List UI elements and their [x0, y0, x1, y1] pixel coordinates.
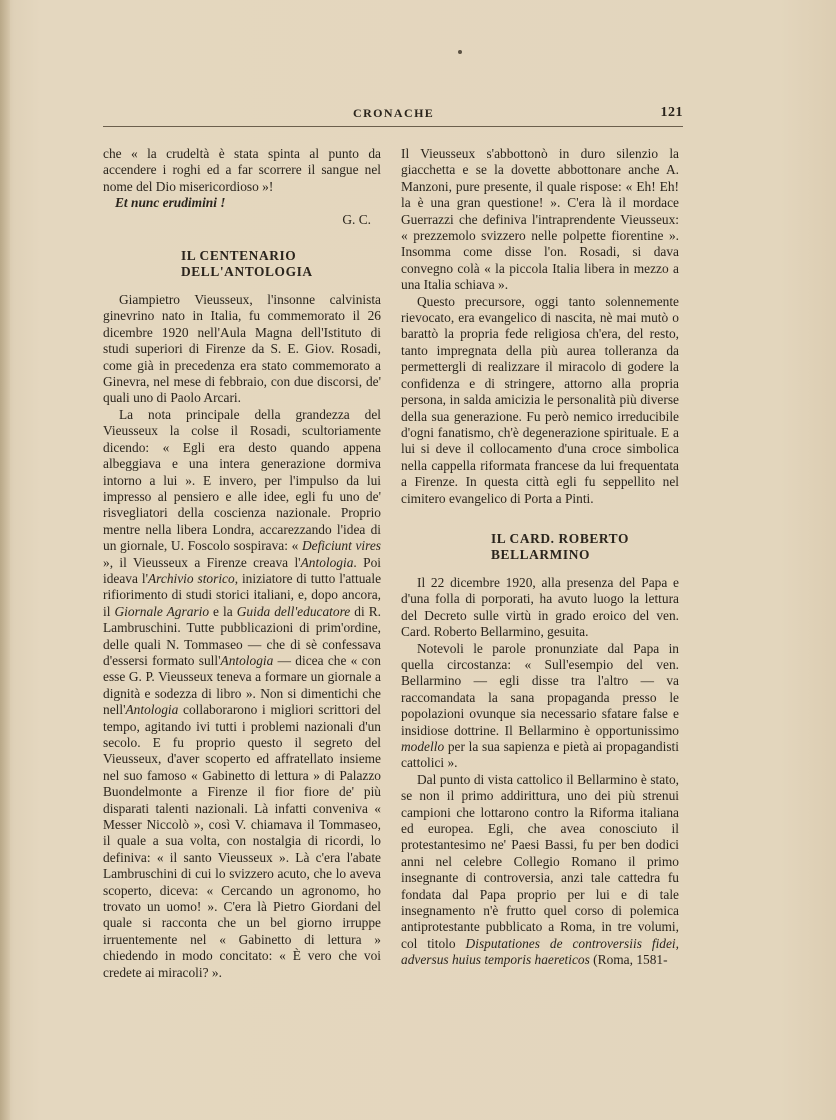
- page-number: 121: [660, 105, 683, 120]
- paragraph: Il 22 dicembre 1920, alla presenza del Papa e d'una folla di porporati, ha avuto luogo la lettura del Decreto sulle virtù in grado eroico del ven. Card. Roberto Bellarmino, gesuita.: [401, 574, 679, 640]
- paragraph: La nota principale della grandezza del Vieusseux la colse il Rosadi, scultoriamente dicendo: « Egli era desto quando appena albeggiava e una intera generazione dormiva intorno a lui ». E invero, per l'impulso da lui impresso al pensiero e alle idee, egli fu uno de' risvegliatori della coscienza nazionale. Proprio mentre nella libera Londra, accarezzando l'idea di un giornale, U. Foscolo sospirava: « Deficiunt vires », il Vieusseux a Firenze creava l'Antologia. Poi ideava l'Archivio storico, iniziatore di tutto l'attuale rifiorimento di studi storici italiani, e, dopo ancora, il Giornale Agrario e la Guida dell'educatore di R. Lambruschini. Tutte pubblicazioni di prim'ordine, delle quali N. Tommaseo — che di sè confessava d'essersi formato sull'Antologia — dicea che « con esse G. P. Vieusseux teneva a formare un giornale a dignità e sodezza di libro ». Non si dimentichi che nell'Antologia collaborarono i migliori scrittori del tempo, agitando ivi tutti i problemi nazionali d'un secolo. E fu proprio questo il segreto del Vieusseux, d'aver scoperto ed affratellato insieme nel suo famoso « Gabinetto di lettura » di Palazzo Buondelmonte a Firenze il fior fiore de' più disparati talenti nazionali. Là infatti conveniva « Messer Niccolò », così V. chiamava il Tommaseo, il quale a sua volta, con nostalgia di ricordi, lo definiva: « il santo Vieusseux ». Là c'era l'abate Lambruschini di cui lo svizzero acuto, che lo aveva scoperto, diceva: « Cercando un agronomo, ho trovato un uomo! ». C'era là Pietro Giordani del quale si racconta che un bel giorno irruppe irruentemente nel « Gabinetto di lettura » chiedendo in modo concitato: « È vero che voi credete ai miracoli? ».: [103, 406, 382, 980]
- paragraph: Dal punto di vista cattolico il Bellarmino è stato, se non il primo addirittura, uno dei più strenui campioni che lottarono contro la Riforma italiana ed europea. Egli, che avea conosciuto il protestantesimo ne' Paesi Bassi, fu per ben dodici anni nel celebre Collegio Romano il primo insegnante di controversia, anzi tale cattedra fu fondata dal Papa proprio per lui e di tale insegnamento n'è frutto quel corso di polemica antiprotestante pubblicato a Roma, in tre volumi, col titolo Disputationes de controversiis fidei, adversus huius temporis haereticos (Roma, 1581-: [401, 771, 680, 968]
- section-heading: IL CENTENARIO DELL'ANTOLOGIA: [181, 248, 313, 280]
- page-mark-dot: [458, 50, 462, 54]
- paragraph: che « la crudeltà è stata spinta al punto da accendere i roghi ed a far scorrere il sangue nel nome del Dio misericordioso »!: [103, 146, 381, 194]
- paragraph: Questo precursore, oggi tanto solennemente rievocato, era evangelico di nascita, nè mai mutò o barattò la propria fede religiosa ch'era, del resto, tanto impregnata della più aurea tolleranza da permettergli di realizzare il miracolo di godere la confidenza e di stringere, attorno alla propria persona, in salda amicizia le personalità più diverse della sua generazione. Fu però nemico irreducibile d'ogni fanatismo, ch'è degenerazione spirituale. E a lui si deve il collocamento d'una croce simbolica nella cappella riformata francese da lui frequentata a Firenze. In questa città egli fu seppellito nel cimitero evangelico di Porta a Pinti.: [401, 293, 679, 506]
- left-column: [103, 146, 381, 981]
- running-head: [103, 106, 683, 124]
- signature: G. C.: [342, 211, 371, 227]
- right-column: [401, 146, 679, 969]
- closing-line: Et nunc erudimini !: [115, 195, 226, 211]
- paragraph: Il Vieusseux s'abbottonò in duro silenzio la giacchetta e se la dovette abbottonare anche A. Manzoni, pure presente, il quale rispose: « Eh! Eh! la è una gran questione! ». C'era là il mordace Guerrazzi che definiva l'intraprendente Vieusseux: « prezzemolo svizzero nelle polpette fiorentine ». Insomma come disse l'on. Rosadi, si dava convegno colà « la piccola Italia libera in mezzo a una Italia schiava ».: [401, 146, 679, 293]
- section-heading: IL CARD. ROBERTO BELLARMINO: [491, 530, 629, 562]
- paragraph: Giampietro Vieusseux, l'insonne calvinista ginevrino nato in Italia, fu commemorato il 26 dicembre 1920 nell'Aula Magna dell'Istituto di studi superiori di Firenze da S. E. Giov. Rosadi, come già in precedenza era stato commemorato a Ginevra, nel mese di febbraio, con due discorsi, de' quali uno di Paolo Arcari.: [103, 292, 381, 406]
- paragraph: Notevoli le parole pronunziate dal Papa in quella circostanza: « Sull'esempio del ven. Bellarmino — egli disse tra l'altro — va raccomandata la sana propaganda presso le popolazioni ovunque sia necessario sfatare false e insidiose dottrine. Il Bellarmino è opportunissimo modello per la sua sapienza e pietà ai propagandisti cattolici ».: [401, 640, 679, 771]
- header-rule: [103, 126, 683, 127]
- running-head-title: CRONACHE: [353, 106, 435, 120]
- page-spine-shadow: [0, 0, 10, 1120]
